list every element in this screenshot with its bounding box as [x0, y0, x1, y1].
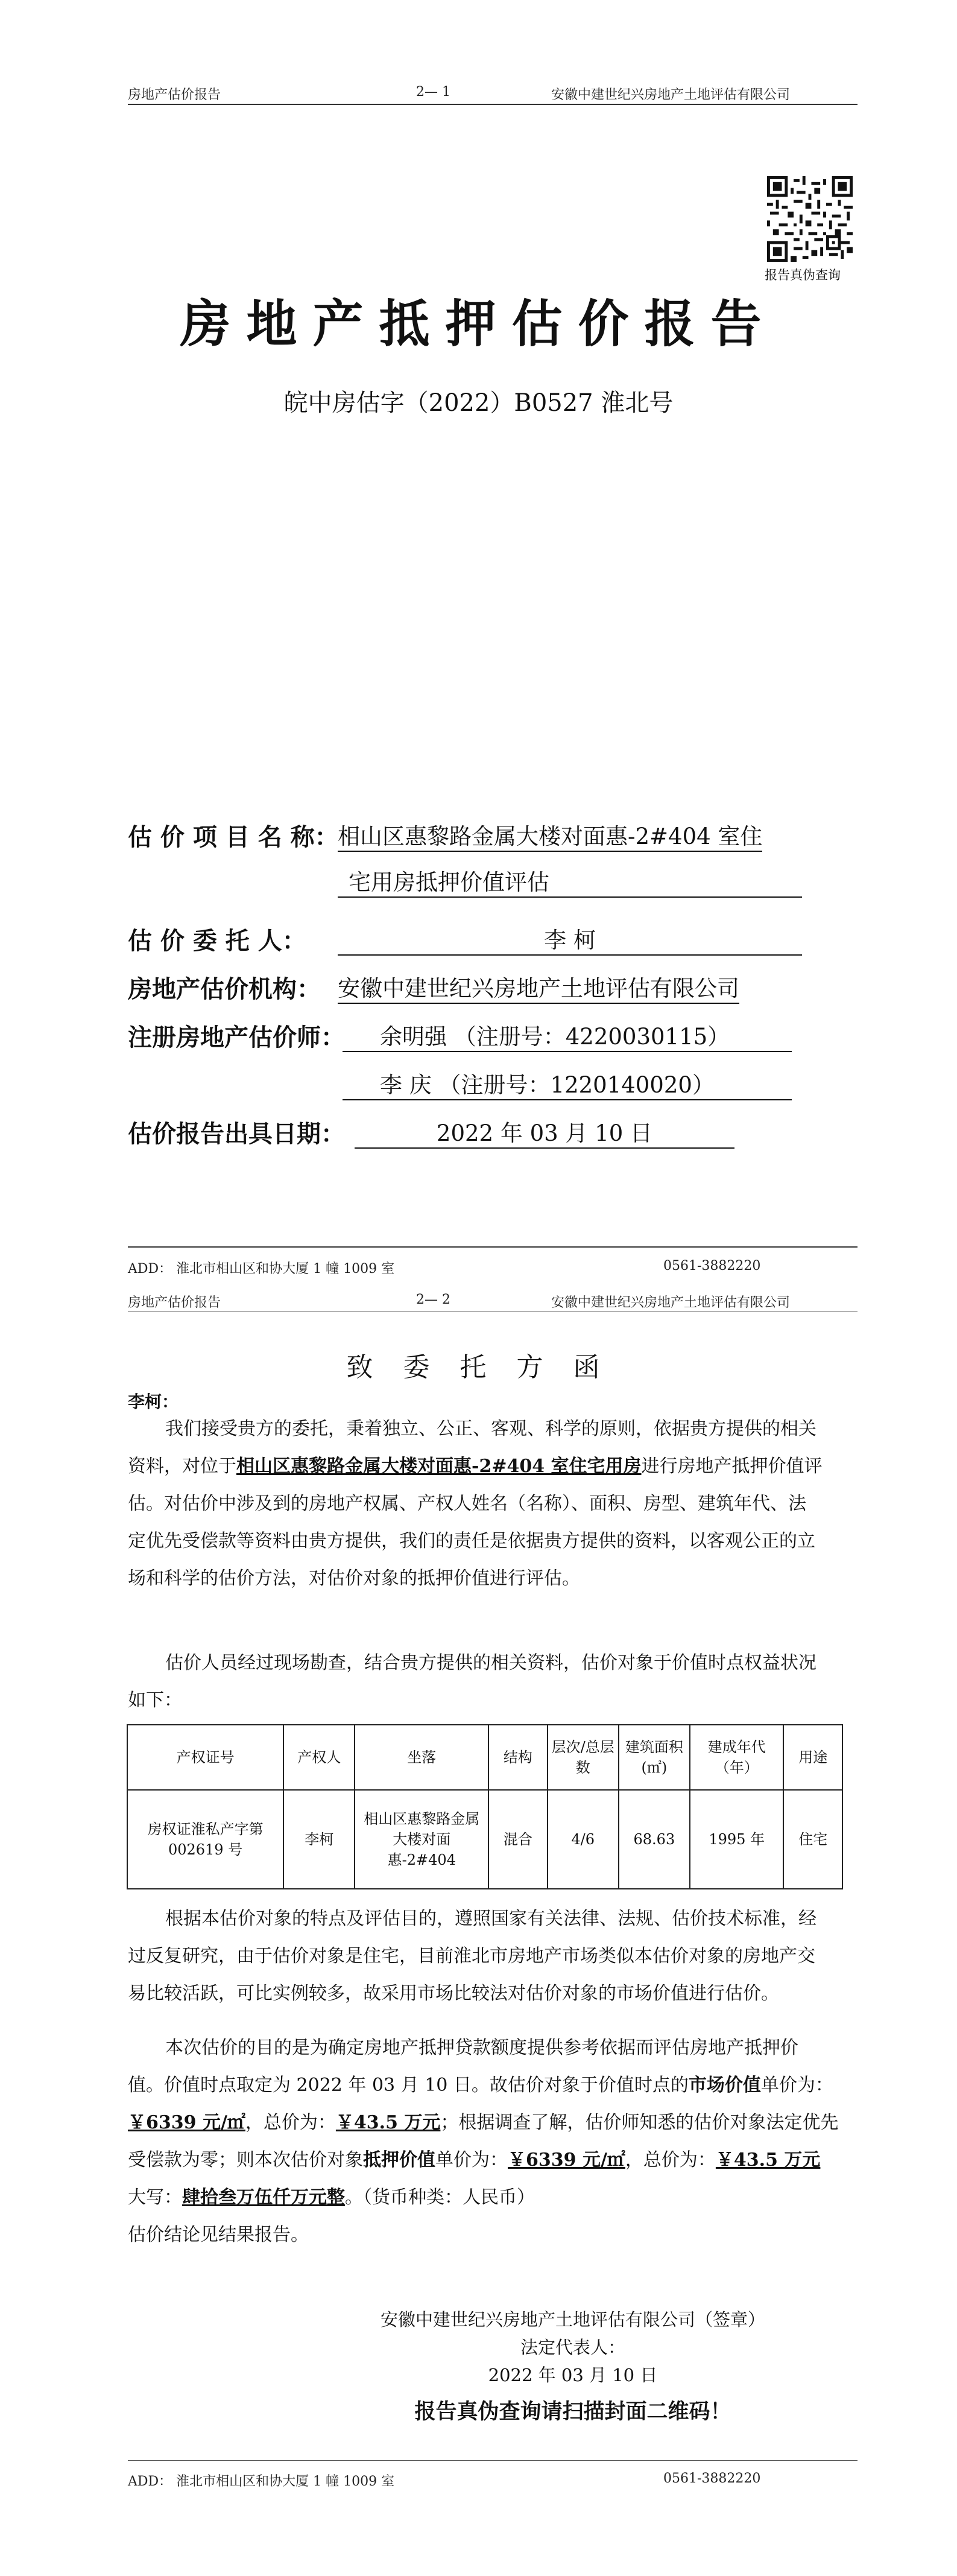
agency-value: 安徽中建世纪兴房地产土地评估有限公司 [338, 970, 739, 1004]
appraiser-2: 李 庆 （注册号：1220140020） [343, 1067, 792, 1100]
qr-caption: 报告真伪查询 [765, 268, 841, 282]
client-value: 李 柯 [338, 922, 802, 956]
header-page-number: 2— 1 [416, 84, 450, 100]
table-header-cell: 坐落 [355, 1725, 488, 1790]
footer-rule [128, 2460, 858, 2461]
paragraph-4: 本次估价的目的是为确定房地产抵押贷款额度提供参考依据而评估房地产抵押价 值。价值时点取定为 2022 年 03 月 10 日。故估价对象于价值时点的市场价值单价为： ￥6339 元/㎡，总价为：￥43.5 万元；根据调查了解，估价师知悉的估价对象法定优先 受偿款为零；则本次估价对象抵押价值单价为：￥6339 元/㎡，总价为：￥43.5 万元 大写：肆拾叁万伍仟万元整。（货币种类：人民币） 估价结论见结果报告。 [128, 2029, 851, 2254]
verify-notice: 报告真伪查询请扫描封面二维码！ [414, 2399, 731, 2424]
paragraph-5: 估价结论见结果报告。 [128, 2224, 309, 2245]
project-name-label: 估 价 项 目 名 称： [128, 823, 339, 851]
footer-rule [128, 1246, 858, 1248]
footer-phone: 0561-3882220 [663, 2471, 761, 2486]
sign-representative: 法定代表人： [520, 2337, 625, 2358]
footer-address: ADD： 淮北市相山区和协大厦 1 幢 1009 室 [128, 1261, 395, 1277]
report-number: 皖中房估字（2022）B0527 淮北号 [283, 389, 674, 417]
letter-title: 致 委 托 方 函 [346, 1352, 611, 1383]
signature-block [362, 2306, 784, 2389]
table-header-cell: 用途 [783, 1725, 842, 1790]
appraiser-1: 余明强 （注册号：4220030115） [343, 1018, 792, 1052]
table-cell: 混合 [488, 1790, 547, 1889]
table-header-cell: 产权人 [283, 1725, 355, 1790]
header-right: 安徽中建世纪兴房地产土地评估有限公司 [551, 87, 791, 103]
paragraph-2: 估价人员经过现场勘查，结合贵方提供的相关资料，估价对象于价值时点权益状况 如下： [128, 1652, 816, 1711]
property-table [127, 1724, 843, 1889]
table-header-cell: 建成年代（年） [690, 1725, 784, 1790]
table-cell: 68.63 [619, 1790, 690, 1889]
footer-address: ADD： 淮北市相山区和协大厦 1 幢 1009 室 [128, 2474, 395, 2489]
sign-company: 安徽中建世纪兴房地产土地评估有限公司（签章） [380, 2309, 765, 2330]
table-row [127, 1790, 842, 1889]
price-in-words: 肆拾叁万伍仟万元整 [182, 2187, 345, 2208]
report-date-label: 估价报告出具日期： [128, 1120, 345, 1148]
table-header-cell: 建筑面积(㎡) [619, 1725, 690, 1790]
header-right: 安徽中建世纪兴房地产土地评估有限公司 [551, 1295, 791, 1310]
table-cell: 1995 年 [690, 1790, 784, 1889]
project-name-value-line1: 相山区惠黎路金属大楼对面惠-2#404 室住 [338, 818, 762, 852]
sign-date: 2022 年 03 月 10 日 [488, 2365, 658, 2385]
paragraph-1: 我们接受贵方的委托，秉着独立、公正、客观、科学的原则，依据贵方提供的相关 资料，对位于相山区惠黎路金属大楼对面惠-2#404 室住宅用房进行房地产抵押价值评 估。对估价中涉及到的房地产权属、产权人姓名（名称）、面积、房型、建筑年代、法 定优先受偿款等资料由贵方提供，我们的责任是依据贵方提供的资料，以客观公正的立 场和科学的估价方法，对估价对象的抵押价值进行评估。 [128, 1418, 823, 1589]
header-rule [128, 104, 858, 105]
mortgage-total-price: ￥43.5 万元 [715, 2149, 821, 2171]
qr-code-icon [767, 176, 853, 262]
appraiser-label: 注册房地产估价师： [128, 1023, 345, 1052]
client-label: 估 价 委 托 人： [128, 927, 306, 955]
header-page-number: 2— 2 [416, 1292, 450, 1307]
table-header-cell: 层次/总层数 [548, 1725, 619, 1790]
agency-label: 房地产估价机构： [128, 975, 321, 1003]
table-header-cell: 结构 [488, 1725, 547, 1790]
market-total-price: ￥43.5 万元 [335, 2112, 441, 2133]
salutation: 李柯： [128, 1392, 179, 1412]
table-cell: 4/6 [548, 1790, 619, 1889]
table-cell: 住宅 [783, 1790, 842, 1889]
table-cell: 房权证淮私产字第 002619 号 [127, 1790, 283, 1889]
project-name-value-line2: 宅用房抵押价值评估 [338, 864, 802, 898]
paragraph-3: 根据本估价对象的特点及评估目的，遵照国家有关法律、法规、估价技术标准，经 过反复研究，由于估价对象是住宅，目前淮北市房地产市场类似本估价对象的房地产交 易比较活跃，可比实例较多，故采用市场比较法对估价对象的市场价值进行估价。 [128, 1908, 816, 2004]
report-title: 房地产抵押估价报告 [180, 294, 777, 354]
table-header-row [127, 1725, 842, 1790]
header-left: 房地产估价报告 [128, 1295, 221, 1310]
mortgage-unit-price: ￥6339 元/㎡ [508, 2149, 625, 2171]
table-cell: 李柯 [283, 1790, 355, 1889]
header-left: 房地产估价报告 [128, 87, 221, 103]
report-date-value: 2022 年 03 月 10 日 [355, 1115, 734, 1149]
table-header-cell: 产权证号 [127, 1725, 283, 1790]
footer-phone: 0561-3882220 [663, 1258, 761, 1274]
market-unit-price: ￥6339 元/㎡ [128, 2112, 245, 2133]
table-cell: 相山区惠黎路金属大楼对面惠-2#404 [355, 1790, 488, 1889]
